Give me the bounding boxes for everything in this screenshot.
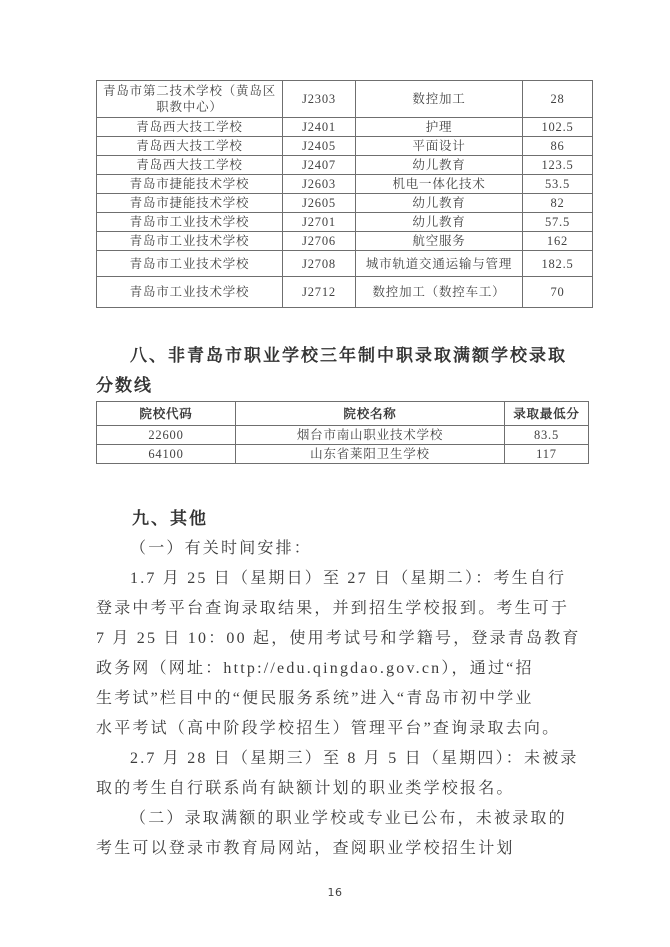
school-cell: 青岛西大技工学校 bbox=[97, 137, 283, 156]
table-row bbox=[97, 426, 589, 445]
table-row bbox=[97, 156, 593, 175]
school-cell: 青岛市捷能技术学校 bbox=[97, 194, 283, 213]
body-line: 2.7 月 28 日（星期三）至 8 月 5 日（星期四）：未被录 bbox=[130, 750, 579, 767]
page-number: 16 bbox=[327, 886, 343, 899]
section-9-heading: 九、其他 bbox=[132, 509, 208, 528]
score-cell: 162 bbox=[523, 232, 593, 251]
body-line: （二）录取满额的职业学校或专业已公布，未被录取的 bbox=[130, 810, 567, 827]
major-cell: 数控加工 bbox=[356, 81, 523, 118]
table-row bbox=[97, 232, 593, 251]
code-cell: J2706 bbox=[283, 232, 356, 251]
major-cell: 数控加工（数控车工） bbox=[356, 277, 523, 308]
school-cell: 青岛西大技工学校 bbox=[97, 156, 283, 175]
code-cell: J2708 bbox=[283, 251, 356, 277]
major-cell: 幼儿教育 bbox=[356, 156, 523, 175]
major-cell: 护理 bbox=[356, 118, 523, 137]
body-line: 登录中考平台查询录取结果，并到招生学校报到。考生可于 bbox=[96, 600, 570, 617]
table-row bbox=[97, 81, 593, 118]
page-content bbox=[96, 0, 581, 864]
major-cell: 航空服务 bbox=[356, 232, 523, 251]
body-line: 生考试”栏目中的“便民服务系统”进入“青岛市初中学业 bbox=[96, 690, 534, 707]
score-cell: 28 bbox=[523, 81, 593, 118]
table-row bbox=[97, 118, 593, 137]
table-header-row bbox=[97, 402, 589, 426]
code-cell: J2712 bbox=[283, 277, 356, 308]
body-line: 7 月 25 日 10：00 起，使用考试号和学籍号，登录青岛教育 bbox=[96, 630, 581, 647]
section-9-body bbox=[96, 534, 581, 864]
score-cell: 182.5 bbox=[523, 251, 593, 277]
score-cell: 123.5 bbox=[523, 156, 593, 175]
table-row bbox=[97, 277, 593, 308]
table-row bbox=[97, 175, 593, 194]
school-cell: 青岛市工业技术学校 bbox=[97, 251, 283, 277]
code-cell: J2605 bbox=[283, 194, 356, 213]
qingdao-school-score-table bbox=[96, 80, 593, 308]
school-cell: 青岛市工业技术学校 bbox=[97, 213, 283, 232]
score-cell: 83.5 bbox=[505, 426, 589, 445]
code-cell: J2303 bbox=[283, 81, 356, 118]
header-name-cell: 院校名称 bbox=[236, 402, 505, 426]
major-cell: 机电一体化技术 bbox=[356, 175, 523, 194]
body-line: 取的考生自行联系尚有缺额计划的职业类学校报名。 bbox=[96, 780, 515, 797]
major-cell: 平面设计 bbox=[356, 137, 523, 156]
body-line: 水平考试（高中阶段学校招生）管理平台”查询录取去向。 bbox=[96, 720, 561, 737]
code-cell: J2401 bbox=[283, 118, 356, 137]
school-cell: 青岛市捷能技术学校 bbox=[97, 175, 283, 194]
major-cell: 幼儿教育 bbox=[356, 213, 523, 232]
code-cell: 64100 bbox=[97, 445, 236, 464]
header-min-score-cell: 录取最低分 bbox=[505, 402, 589, 426]
table-row bbox=[97, 194, 593, 213]
major-cell: 幼儿教育 bbox=[356, 194, 523, 213]
score-cell: 53.5 bbox=[523, 175, 593, 194]
section-8-heading-line2: 分数线 bbox=[96, 376, 153, 395]
score-cell: 82 bbox=[523, 194, 593, 213]
header-code-cell: 院校代码 bbox=[97, 402, 236, 426]
non-qingdao-school-score-table bbox=[96, 401, 589, 464]
score-cell: 117 bbox=[505, 445, 589, 464]
score-cell: 86 bbox=[523, 137, 593, 156]
school-cell: 青岛市第二技术学校（黄岛区职教中心） bbox=[97, 81, 283, 118]
score-cell: 102.5 bbox=[523, 118, 593, 137]
code-cell: J2701 bbox=[283, 213, 356, 232]
score-cell: 57.5 bbox=[523, 213, 593, 232]
code-cell: J2407 bbox=[283, 156, 356, 175]
code-cell: 22600 bbox=[97, 426, 236, 445]
section-8-heading-line1: 八、非青岛市职业学校三年制中职录取满额学校录取 bbox=[130, 346, 567, 365]
section-8-heading bbox=[96, 341, 575, 401]
table-row bbox=[97, 137, 593, 156]
name-cell: 山东省莱阳卫生学校 bbox=[236, 445, 505, 464]
major-cell: 城市轨道交通运输与管理 bbox=[356, 251, 523, 277]
body-line: 政务网（网址：http://edu.qingdao.gov.cn），通过“招 bbox=[96, 660, 534, 677]
school-cell: 青岛西大技工学校 bbox=[97, 118, 283, 137]
body-line: （一）有关时间安排： bbox=[130, 540, 313, 557]
table-row bbox=[97, 251, 593, 277]
code-cell: J2603 bbox=[283, 175, 356, 194]
body-line: 考生可以登录市教育局网站，查阅职业学校招生计划 bbox=[96, 840, 515, 857]
name-cell: 烟台市南山职业技术学校 bbox=[236, 426, 505, 445]
table-row bbox=[97, 445, 589, 464]
table-row bbox=[97, 213, 593, 232]
code-cell: J2405 bbox=[283, 137, 356, 156]
body-line: 1.7 月 25 日（星期日）至 27 日（星期二）：考生自行 bbox=[130, 570, 567, 587]
score-cell: 70 bbox=[523, 277, 593, 308]
school-cell: 青岛市工业技术学校 bbox=[97, 232, 283, 251]
school-cell: 青岛市工业技术学校 bbox=[97, 277, 283, 308]
